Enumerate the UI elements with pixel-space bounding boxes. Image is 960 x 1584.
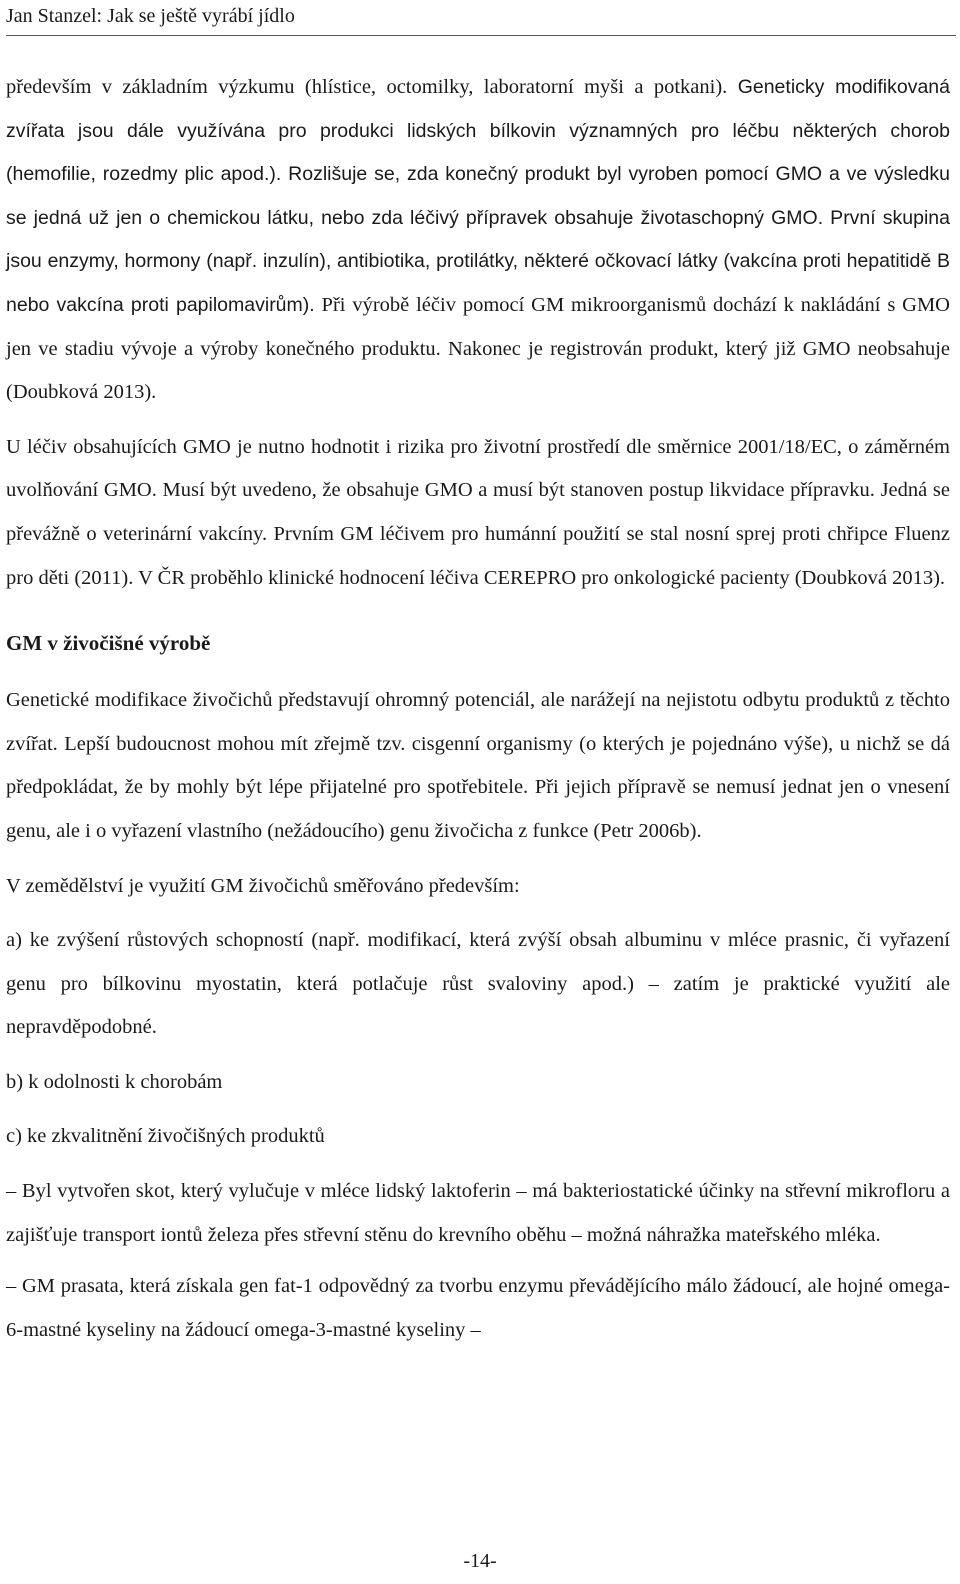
- dash-item-cattle: – Byl vytvořen skot, který vylučuje v mléce lidský laktoferin – má bakteriostatické účinky na střevní mikrofloru a zajišťuje transport iontů železa přes střevní stěnu do krevního oběhu – možná náhražka mateřského mléka.: [6, 1180, 950, 1246]
- paragraph-gmo-medicine: [6, 66, 950, 415]
- list-item-a: a) ke zvýšení růstových schopností (např. modifikací, která zvýší obsah albuminu v mléce prasnic, či vyřazení genu pro bílkovinu myostatin, která potlačuje růst svaloviny apod.) – zatím je praktické využití ale nepravděpodobné.: [6, 929, 950, 1039]
- dash-item-pigs: – GM prasata, která získala gen fat-1 odpovědný za tvorbu enzymu převádějícího málo žádoucí, ale hojné omega-6-mastné kyseliny na žádoucí omega-3-mastné kyseliny –: [6, 1275, 950, 1341]
- section-heading: GM v živočišné výrobě: [6, 631, 211, 656]
- paragraph-agriculture-intro: V zemědělství je využití GM živočichů směřováno především:: [6, 874, 520, 897]
- paragraph-1-part-c: Při výrobě léčiv pomocí GM mikroorganismů dochází k nakládání s GMO jen ve stadiu vývoje a výroby konečného produktu. Nakonec je registrován produkt, který již GMO neobsahuje (Doubková 2013).: [6, 293, 950, 404]
- paragraph-1-part-b: Geneticky modifikovaná zvířata jsou dále využívána pro produkci lidských bílkovin významných pro léčbu některých chorob (hemofilie, rozedmy plic apod.). Rozlišuje se, zda konečný produkt byl vyroben pomocí GMO a ve výsledku se jedná už jen o chemickou látku, nebo zda léčivý přípravek obsahuje životaschopný GMO. První skupina jsou enzymy, hormony (např. inzulín), antibiotika, protilátky, některé očkovací látky (vakcína proti hepatitidě B nebo vakcína proti papilomavirům).: [6, 76, 950, 316]
- paragraph-gm-animals: Genetické modifikace živočichů představují ohromný potenciál, ale narážejí na nejistotu odbytu produktů z těchto zvířat. Lepší budoucnost mohou mít zřejmě tzv. cisgenní organismy (o kterých je pojednáno výše), u nichž se dá předpokládat, že by mohly být lépe přijatelné pro spotřebitele. Při jejich přípravě se nemusí jednat jen o vnesení genu, ale i o vyřazení vlastního (nežádoucího) genu živočicha z funkce (Petr 2006b).: [6, 689, 950, 842]
- paragraph-1-part-a: především v základním výzkumu (hlístice, octomilky, laboratorní myši a potkani).: [6, 76, 728, 98]
- list-item-b: b) k odolnosti k chorobám: [6, 1070, 223, 1093]
- paragraph-gmo-risks: U léčiv obsahujících GMO je nutno hodnotit i rizika pro životní prostředí dle směrnice 2001/18/EC, o záměrném uvolňování GMO. Musí být uvedeno, že obsahuje GMO a musí být stanoven postup likvidace přípravku. Jedná se převážně o veterinární vakcíny. Prvním GM léčivem pro humánní použití se stal nosní sprej proti chřipce Fluenz pro děti (2011). V ČR proběhlo klinické hodnocení léčiva CEREPRO pro onkologické pacienty (Doubková 2013).: [6, 435, 950, 589]
- page-body: [6, 66, 950, 1360]
- header-divider: [6, 35, 956, 36]
- list-item-c: c) ke zkvalitnění živočišných produktů: [6, 1125, 325, 1148]
- running-header: Jan Stanzel: Jak se ještě vyrábí jídlo: [6, 5, 295, 27]
- page-number: -14-: [463, 1550, 497, 1572]
